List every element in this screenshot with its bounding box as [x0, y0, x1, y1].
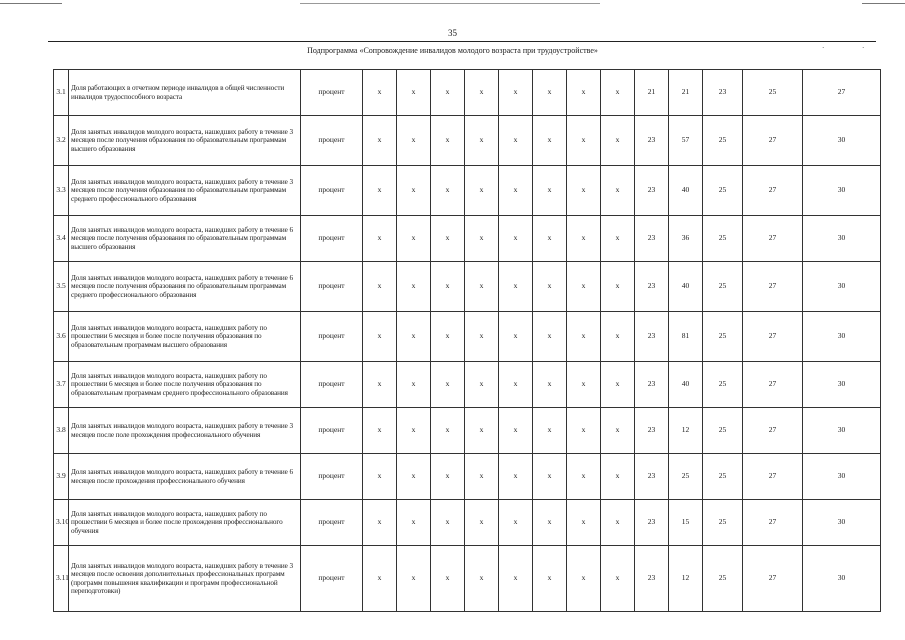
value-cell: 23 [635, 216, 669, 262]
value-cell: 27 [743, 116, 803, 166]
value-cell: x [465, 216, 499, 262]
value-cell: x [431, 454, 465, 500]
value-cell: 25 [703, 362, 743, 408]
value-cell: 25 [703, 500, 743, 546]
value-cell: x [363, 166, 397, 216]
value-cell: x [567, 500, 601, 546]
value-cell: x [601, 454, 635, 500]
unit-cell: процент [301, 362, 363, 408]
table-row [54, 500, 881, 546]
value-cell: 40 [669, 262, 703, 312]
value-cell: 23 [703, 70, 743, 116]
value-cell: x [431, 312, 465, 362]
value-cell: 21 [669, 70, 703, 116]
value-cell: x [533, 70, 567, 116]
value-cell: 23 [635, 116, 669, 166]
value-cell: 25 [703, 262, 743, 312]
value-cell: x [397, 362, 431, 408]
value-cell: x [363, 362, 397, 408]
value-cell: x [431, 362, 465, 408]
value-cell: x [397, 262, 431, 312]
value-cell: x [567, 70, 601, 116]
value-cell: x [533, 166, 567, 216]
program-title: Подпрограмма «Сопровождение инвалидов молодого возраста при трудоустройстве» [307, 46, 598, 55]
value-cell: 23 [635, 454, 669, 500]
value-cell: x [363, 116, 397, 166]
table-row [54, 216, 881, 262]
scan-speck: · [862, 44, 865, 52]
value-cell: x [601, 546, 635, 612]
value-cell: x [567, 408, 601, 454]
value-cell: x [533, 500, 567, 546]
value-cell: 25 [703, 312, 743, 362]
value-cell: x [431, 408, 465, 454]
value-cell: 30 [803, 216, 881, 262]
unit-cell: процент [301, 408, 363, 454]
value-cell: 27 [803, 70, 881, 116]
value-cell: 12 [669, 546, 703, 612]
value-cell: x [499, 116, 533, 166]
value-cell: x [431, 500, 465, 546]
value-cell: 30 [803, 408, 881, 454]
table-row [54, 546, 881, 612]
value-cell: 30 [803, 166, 881, 216]
value-cell: x [567, 262, 601, 312]
value-cell: 21 [635, 70, 669, 116]
value-cell: x [601, 262, 635, 312]
value-cell: x [397, 116, 431, 166]
value-cell: 27 [743, 454, 803, 500]
table-row [54, 454, 881, 500]
value-cell: 27 [743, 500, 803, 546]
value-cell: x [533, 216, 567, 262]
value-cell: x [533, 312, 567, 362]
value-cell: 30 [803, 546, 881, 612]
value-cell: x [499, 454, 533, 500]
table-row [54, 408, 881, 454]
scan-artifact-middle [300, 3, 600, 4]
row-number: 3.9 [54, 454, 69, 500]
value-cell: 27 [743, 312, 803, 362]
value-cell: x [533, 546, 567, 612]
indicator-name: Доля занятых инвалидов молодого возраста, нашедших работу в течение 6 месяцев после получения образования по образовательным программам среднего профессионального образования [69, 262, 301, 312]
table-row [54, 166, 881, 216]
value-cell: 36 [669, 216, 703, 262]
indicator-name: Доля занятых инвалидов молодого возраста, нашедших работу по прошествии 6 месяцев и более после прохождения профессионального обучения [69, 500, 301, 546]
value-cell: 27 [743, 408, 803, 454]
value-cell: 25 [703, 166, 743, 216]
value-cell: x [465, 362, 499, 408]
value-cell: x [465, 70, 499, 116]
value-cell: x [567, 116, 601, 166]
value-cell: x [465, 116, 499, 166]
row-number: 3.3 [54, 166, 69, 216]
indicator-name: Доля занятых инвалидов молодого возраста, нашедших работу в течение 3 месяцев после поле прохождения профессионального обучения [69, 408, 301, 454]
value-cell: 40 [669, 362, 703, 408]
table-row [54, 362, 881, 408]
value-cell: x [465, 166, 499, 216]
value-cell: x [397, 312, 431, 362]
value-cell: x [465, 262, 499, 312]
value-cell: x [533, 116, 567, 166]
value-cell: x [397, 546, 431, 612]
value-cell: 30 [803, 454, 881, 500]
value-cell: x [499, 166, 533, 216]
value-cell: x [363, 454, 397, 500]
value-cell: x [567, 166, 601, 216]
value-cell: x [499, 408, 533, 454]
value-cell: 25 [703, 546, 743, 612]
value-cell: x [601, 500, 635, 546]
value-cell: 12 [669, 408, 703, 454]
value-cell: 30 [803, 362, 881, 408]
value-cell: x [363, 216, 397, 262]
value-cell: x [499, 216, 533, 262]
indicator-name: Доля занятых инвалидов молодого возраста, нашедших работу в течение 6 месяцев после получения образования по образовательным программам высшего образования [69, 216, 301, 262]
row-number: 3.4 [54, 216, 69, 262]
value-cell: x [465, 312, 499, 362]
value-cell: x [533, 454, 567, 500]
row-number: 3.2 [54, 116, 69, 166]
value-cell: x [567, 546, 601, 612]
row-number: 3.11 [54, 546, 69, 612]
row-number: 3.6 [54, 312, 69, 362]
value-cell: 27 [743, 262, 803, 312]
row-number: 3.7 [54, 362, 69, 408]
value-cell: x [465, 408, 499, 454]
unit-cell: процент [301, 70, 363, 116]
value-cell: x [499, 312, 533, 362]
value-cell: x [601, 362, 635, 408]
value-cell: x [397, 70, 431, 116]
row-number: 3.10 [54, 500, 69, 546]
value-cell: 23 [635, 500, 669, 546]
indicator-name: Доля занятых инвалидов молодого возраста, нашедших работу в течение 3 месяцев после получения образования по образовательным программам среднего профессионального образования [69, 166, 301, 216]
value-cell: 25 [669, 454, 703, 500]
value-cell: x [601, 70, 635, 116]
indicators-table [53, 69, 881, 612]
indicator-name: Доля занятых инвалидов молодого возраста, нашедших работу в течение 3 месяцев после освоения дополнительных профессиональных программ (программ повышения квалификации и программ профессиональной переподготовки) [69, 546, 301, 612]
value-cell: x [431, 216, 465, 262]
value-cell: 30 [803, 500, 881, 546]
value-cell: x [431, 166, 465, 216]
indicator-name: Доля занятых инвалидов молодого возраста, нашедших работу по прошествии 6 месяцев и более после получения образования по образовательным программам среднего профессионального образования [69, 362, 301, 408]
value-cell: x [397, 166, 431, 216]
value-cell: 27 [743, 362, 803, 408]
value-cell: x [397, 500, 431, 546]
value-cell: 25 [703, 408, 743, 454]
value-cell: x [601, 312, 635, 362]
value-cell: x [465, 454, 499, 500]
row-number: 3.8 [54, 408, 69, 454]
value-cell: x [431, 546, 465, 612]
scan-artifact-left [0, 3, 62, 4]
value-cell: 30 [803, 116, 881, 166]
unit-cell: процент [301, 166, 363, 216]
unit-cell: процент [301, 116, 363, 166]
value-cell: x [465, 546, 499, 612]
unit-cell: процент [301, 312, 363, 362]
value-cell: x [533, 262, 567, 312]
value-cell: x [431, 116, 465, 166]
indicator-name: Доля работающих в отчетном периоде инвалидов в общей численности инвалидов трудоспособного возраста [69, 70, 301, 116]
indicator-name: Доля занятых инвалидов молодого возраста, нашедших работу в течение 6 месяцев после прохождения профессионального обучения [69, 454, 301, 500]
unit-cell: процент [301, 500, 363, 546]
value-cell: x [601, 116, 635, 166]
value-cell: 25 [703, 454, 743, 500]
value-cell: x [397, 408, 431, 454]
value-cell: x [363, 408, 397, 454]
value-cell: x [363, 500, 397, 546]
indicator-name: Доля занятых инвалидов молодого возраста, нашедших работу в течение 3 месяцев после получения образования по образовательным программам высшего образования [69, 116, 301, 166]
value-cell: x [601, 166, 635, 216]
value-cell: x [533, 362, 567, 408]
value-cell: x [601, 216, 635, 262]
value-cell: 25 [703, 116, 743, 166]
value-cell: x [499, 500, 533, 546]
indicator-name: Доля занятых инвалидов молодого возраста, нашедших работу по прошествии 6 месяцев и более после получения образования по образовательным программам высшего образования [69, 312, 301, 362]
value-cell: 57 [669, 116, 703, 166]
header-rule [48, 41, 876, 42]
value-cell: 23 [635, 166, 669, 216]
value-cell: x [499, 70, 533, 116]
value-cell: x [363, 546, 397, 612]
value-cell: 23 [635, 362, 669, 408]
table-row [54, 70, 881, 116]
value-cell: 25 [743, 70, 803, 116]
value-cell: 25 [703, 216, 743, 262]
value-cell: x [499, 546, 533, 612]
value-cell: 23 [635, 546, 669, 612]
value-cell: x [363, 262, 397, 312]
page-number: 35 [448, 28, 457, 38]
value-cell: x [397, 216, 431, 262]
value-cell: x [567, 312, 601, 362]
unit-cell: процент [301, 454, 363, 500]
row-number: 3.5 [54, 262, 69, 312]
scan-speck: · [822, 44, 825, 52]
value-cell: x [499, 362, 533, 408]
value-cell: x [431, 262, 465, 312]
value-cell: x [567, 454, 601, 500]
table-row [54, 312, 881, 362]
value-cell: 30 [803, 262, 881, 312]
value-cell: x [567, 216, 601, 262]
unit-cell: процент [301, 262, 363, 312]
scan-artifact-right [862, 3, 905, 4]
value-cell: x [567, 362, 601, 408]
table-row [54, 116, 881, 166]
value-cell: 15 [669, 500, 703, 546]
value-cell: 27 [743, 546, 803, 612]
row-number: 3.1 [54, 70, 69, 116]
unit-cell: процент [301, 546, 363, 612]
value-cell: x [533, 408, 567, 454]
value-cell: 23 [635, 262, 669, 312]
value-cell: x [465, 500, 499, 546]
value-cell: x [363, 312, 397, 362]
unit-cell: процент [301, 216, 363, 262]
value-cell: x [363, 70, 397, 116]
value-cell: 81 [669, 312, 703, 362]
value-cell: 23 [635, 408, 669, 454]
value-cell: x [397, 454, 431, 500]
value-cell: x [601, 408, 635, 454]
table-row [54, 262, 881, 312]
value-cell: x [499, 262, 533, 312]
value-cell: 27 [743, 166, 803, 216]
value-cell: 23 [635, 312, 669, 362]
value-cell: 40 [669, 166, 703, 216]
value-cell: x [431, 70, 465, 116]
value-cell: 30 [803, 312, 881, 362]
value-cell: 27 [743, 216, 803, 262]
